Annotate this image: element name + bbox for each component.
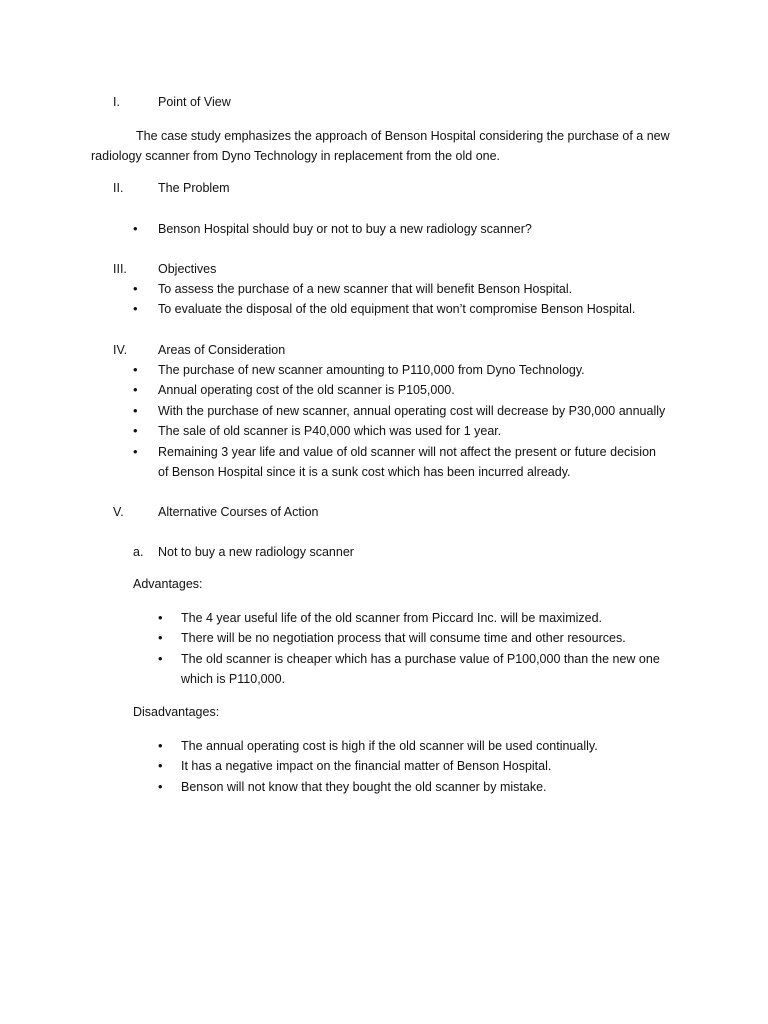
advantage-item-continued: which is P110,000. [181, 672, 285, 686]
section-title-areas-of-consideration: Areas of Consideration [158, 343, 286, 357]
advantage-item: There will be no negotiation process that will consume time and other resources. [181, 631, 626, 645]
section-title-point-of-view: Point of View [158, 95, 231, 109]
disadvantage-item: Benson will not know that they bought the old scanner by mistake. [181, 780, 547, 794]
alternative-a-title: Not to buy a new radiology scanner [158, 545, 354, 559]
advantages-heading: Advantages: [133, 577, 203, 591]
section-number-5: V. [113, 505, 124, 519]
point-of-view-line-2: radiology scanner from Dyno Technology in replacement from the old one. [91, 149, 501, 163]
bullet: • [133, 301, 138, 316]
section-title-the-problem: The Problem [158, 181, 230, 195]
bullet: • [158, 651, 163, 666]
bullet: • [133, 444, 138, 459]
disadvantage-item: The annual operating cost is high if the old scanner will be used continually. [181, 739, 598, 753]
alternative-a-label: a. [133, 545, 144, 559]
bullet: • [158, 630, 163, 645]
disadvantage-item: It has a negative impact on the financial matter of Benson Hospital. [181, 759, 552, 773]
bullet: • [158, 758, 163, 773]
section-number-1: I. [113, 95, 120, 109]
section-number-4: IV. [113, 343, 128, 357]
objective-item: To evaluate the disposal of the old equipment that won’t compromise Benson Hospital. [158, 302, 636, 316]
area-item: The purchase of new scanner amounting to P110,000 from Dyno Technology. [158, 363, 585, 377]
disadvantages-heading: Disadvantages: [133, 705, 220, 719]
objective-item: To assess the purchase of a new scanner that will benefit Benson Hospital. [158, 282, 573, 296]
advantage-item: The old scanner is cheaper which has a purchase value of P100,000 than the new one [181, 652, 660, 666]
section-number-2: II. [113, 181, 124, 195]
bullet: • [158, 610, 163, 625]
advantage-item: The 4 year useful life of the old scanner from Piccard Inc. will be maximized. [181, 611, 603, 625]
bullet: • [158, 779, 163, 794]
area-item: Remaining 3 year life and value of old scanner will not affect the present or future decision [158, 445, 656, 459]
bullet: • [133, 403, 138, 418]
bullet: • [133, 221, 138, 236]
bullet: • [158, 738, 163, 753]
bullet: • [133, 382, 138, 397]
section-title-objectives: Objectives [158, 262, 217, 276]
area-item-continued: of Benson Hospital since it is a sunk cost which has been incurred already. [158, 465, 571, 479]
bullet: • [133, 423, 138, 438]
bullet: • [133, 281, 138, 296]
point-of-view-line-1: The case study emphasizes the approach of Benson Hospital considering the purchase of a new [136, 129, 670, 143]
bullet: • [133, 362, 138, 377]
area-item: With the purchase of new scanner, annual operating cost will decrease by P30,000 annually [158, 404, 666, 418]
section-title-alternative-courses: Alternative Courses of Action [158, 505, 319, 519]
area-item: The sale of old scanner is P40,000 which was used for 1 year. [158, 424, 502, 438]
area-item: Annual operating cost of the old scanner is P105,000. [158, 383, 455, 397]
section-number-3: III. [113, 262, 127, 276]
problem-item: Benson Hospital should buy or not to buy a new radiology scanner? [158, 222, 532, 236]
